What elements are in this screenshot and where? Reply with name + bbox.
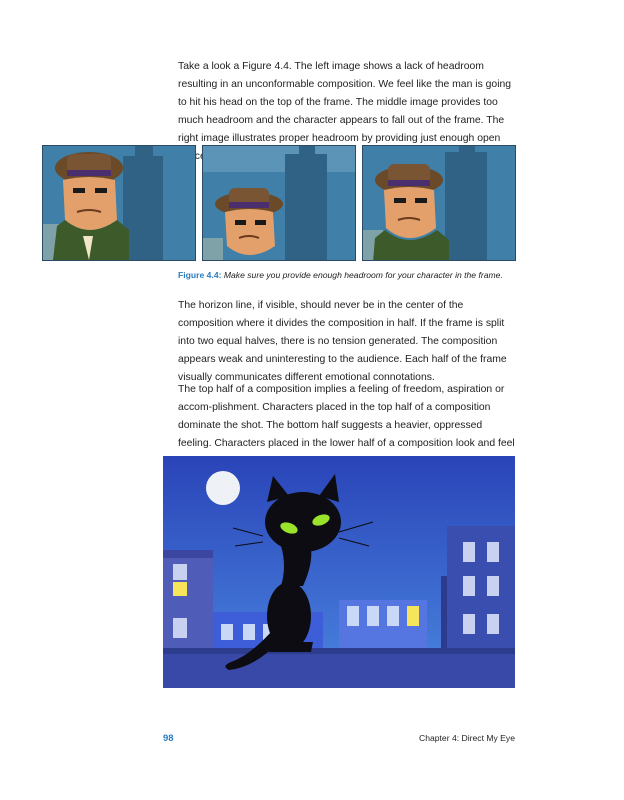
page-number: 98 [163,733,174,744]
figure-4-4-left-no-headroom [42,145,196,261]
chapter-title: Chapter 4: Direct My Eye [419,733,515,743]
figure-4-4-right-proper-headroom [362,145,516,261]
figure-caption-text: Make sure you provide enough headroom for your character in the frame. [223,270,503,280]
moon-shape [206,471,240,505]
figure-caption [178,270,518,280]
figure-caption-label: Figure 4.4: [178,270,222,280]
paragraph-horizon-line: The horizon line, if visible, should never be in the center of the composition where it divides the composition in half. If the frame is split into two equal halves, there is no tension generated. The composition appears weak and uninteresting to the audience. Each half of the frame visually communicates different emotional connotations. [178,300,507,383]
paragraph-composition-halves: The top half of a composition implies a feeling of freedom, aspiration or accom-plishment. Characters placed in the top half of a composition dominate the shot. The bottom half suggests a heavier, oppressed feeling. Characters placed in the lower half of a composition look and feel [178,384,515,449]
paragraph-headroom: Take a look a Figure 4.4. The left image shows a lack of headroom resulting in an unconformable composition. We feel like the man is going to hit his head on the top of the frame. The middle image provides too much headroom and the character appears to fall out of the frame. The right image illustrates proper headroom by providing just enough open [178,61,512,144]
figure-4-5-cat-illustration [163,456,515,688]
figure-4-4-middle-too-much-headroom [202,145,356,261]
